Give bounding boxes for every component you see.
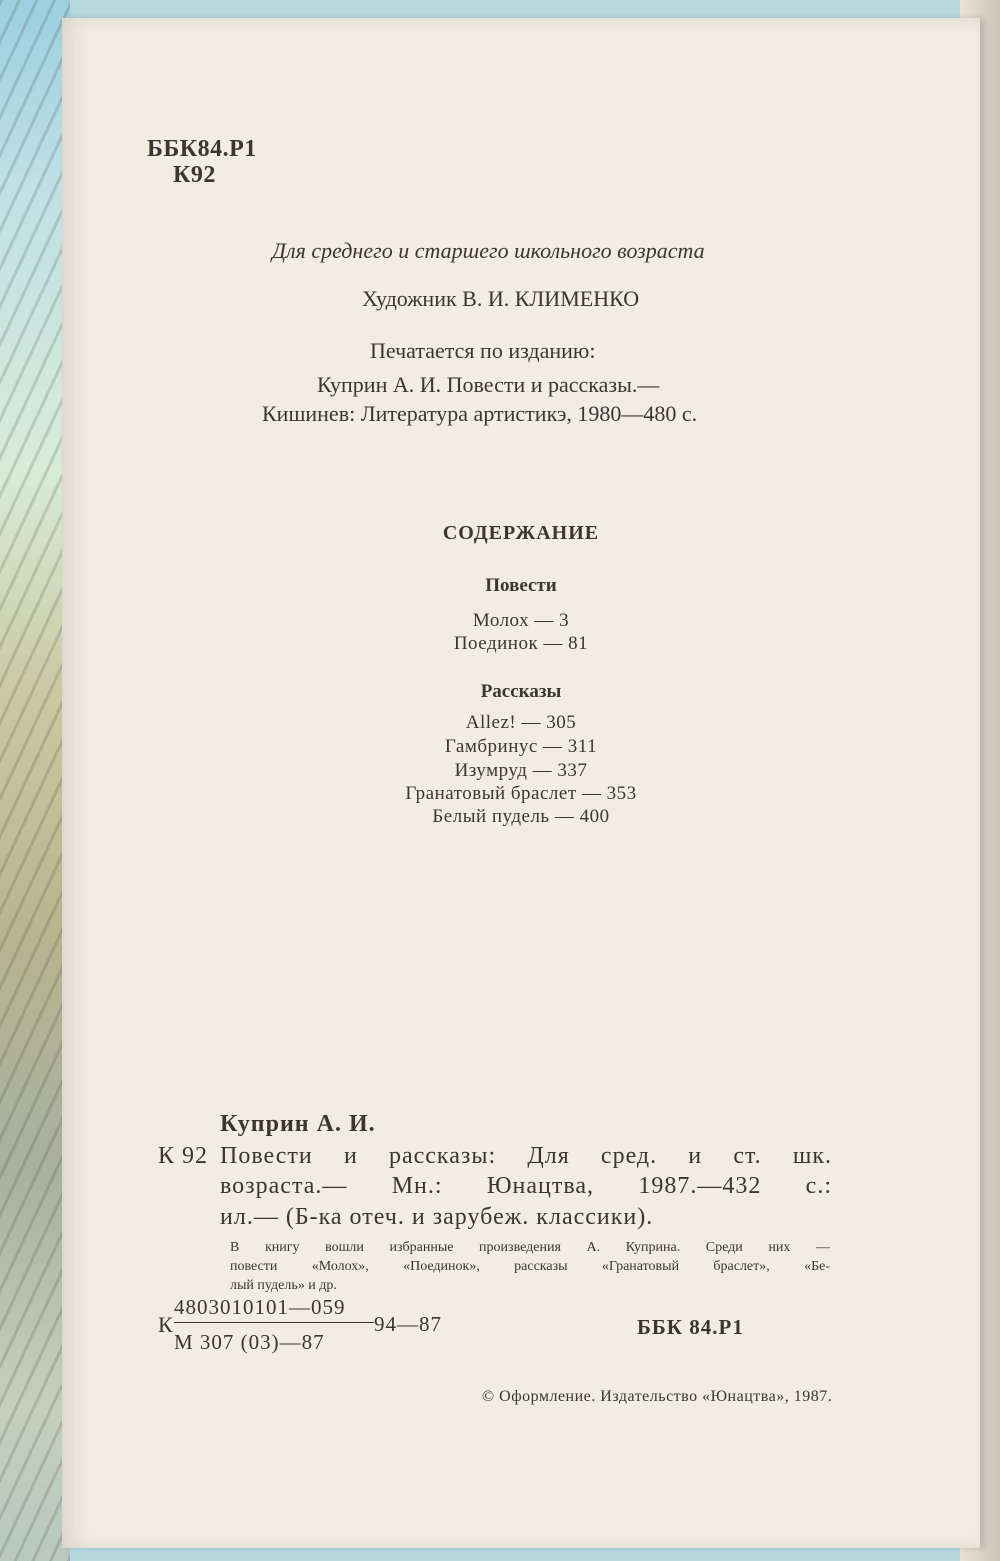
toc-item: Молох — 3 [472,610,570,631]
annotation-line: В книгу вошли избранные произведения А. Куприна. Среди них — [230,1240,830,1255]
bbk-code: ББК84.Р1 [147,136,257,162]
toc-item: Поединок — 81 [453,633,589,654]
toc-item: Гранатовый браслет — 353 [405,783,637,804]
biblio-mark: К 92 [158,1143,209,1169]
book-cover-edge [0,0,70,1561]
toc-title: СОДЕРЖАНИЕ [442,522,600,544]
biblio-line: ил.— (Б-ка отеч. и зарубеж. классики). [220,1204,654,1230]
source-title: Куприн А. И. Повести и рассказы.— [317,372,660,397]
source-heading: Печатается по изданию: [370,338,596,363]
fraction-rule [174,1322,374,1323]
index-suffix: 94—87 [374,1312,442,1336]
source-imprint: Кишинев: Литература артистикэ, 1980—480 с. [262,401,698,426]
copyright-line: © Оформление. Издательство «Юнацтва», 1987. [482,1388,833,1405]
index-denominator: М 307 (03)—87 [174,1330,325,1354]
book-page [62,18,980,1548]
audience-note: Для среднего и старшего школьного возраста [272,238,705,263]
biblio-author: Куприн А. И. [220,1111,376,1137]
index-numerator: 4803010101—059 [174,1295,346,1319]
biblio-line: возраста.— Мн.: Юнацтва, 1987.—432 с.: [220,1173,832,1199]
annotation-line: лый пудель» и др. [230,1278,337,1293]
toc-item: Изумруд — 337 [454,760,588,781]
toc-item: Белый пудель — 400 [432,806,610,827]
biblio-line: Повести и рассказы: Для сред. и ст. шк. [220,1143,832,1169]
bottom-bbk: ББК 84.Р1 [637,1315,744,1339]
toc-item: Allez! — 305 [465,712,577,733]
toc-section-heading: Рассказы [480,681,562,702]
toc-section-heading: Повести [485,575,557,596]
annotation-line: повести «Молох», «Поединок», рассказы «Гранатовый браслет», «Бе- [230,1259,830,1274]
toc-item: Гамбринус — 311 [444,736,598,757]
illustrator-credit: Художник В. И. КЛИМЕНКО [362,286,640,311]
author-mark: К92 [173,162,216,188]
index-k: К [158,1312,174,1337]
